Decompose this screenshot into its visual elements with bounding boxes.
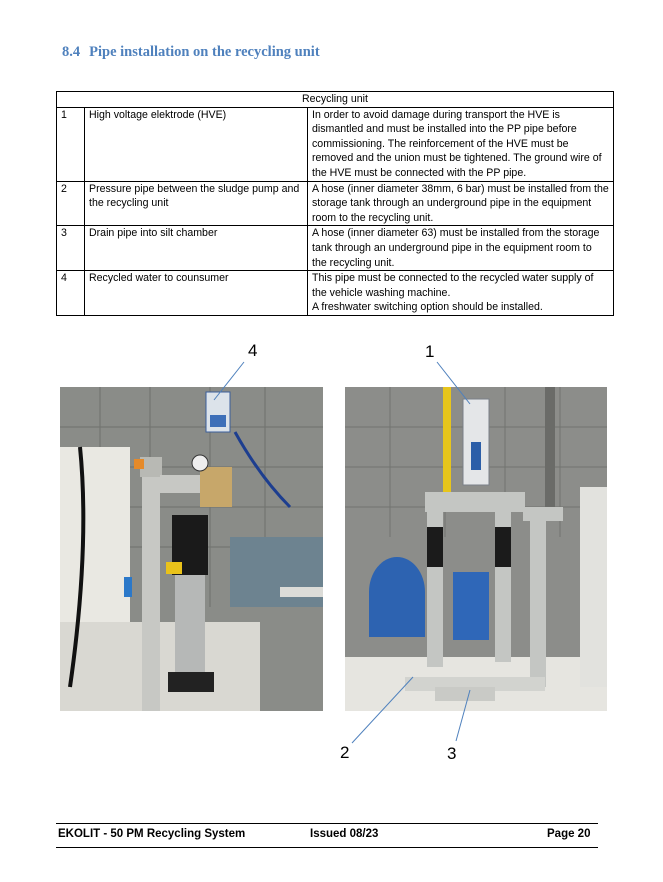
row-description: A hose (inner diameter 63) must be installed from the storage tank through an underground pipe in the equipment room to the recycling unit. <box>308 226 614 271</box>
callout-4: 4 <box>248 341 258 360</box>
table-row <box>57 107 614 181</box>
footer-product: EKOLIT - 50 PM Recycling System <box>58 828 246 840</box>
recycling-unit-image <box>345 387 607 711</box>
footer-issued: Issued 08/23 <box>310 828 379 840</box>
table-header: Recycling unit <box>57 92 614 108</box>
row-item: Pressure pipe between the sludge pump and the recycling unit <box>85 181 308 226</box>
row-description-line: This pipe must be connected to the recycled water supply of the vehicle washing machine. <box>312 272 594 299</box>
row-item: High voltage elektrode (HVE) <box>85 107 308 181</box>
callout-2: 2 <box>340 743 350 762</box>
row-number: 3 <box>57 226 85 271</box>
table-row <box>57 181 614 226</box>
footer-rule-top <box>56 823 598 824</box>
row-number: 1 <box>57 107 85 181</box>
row-item: Recycled water to counsumer <box>85 271 308 316</box>
callout-3: 3 <box>447 744 457 763</box>
row-number: 2 <box>57 181 85 226</box>
photo-recycling-unit <box>345 387 607 711</box>
section-title: Pipe installation on the recycling unit <box>89 44 320 60</box>
footer-page: Page 20 <box>547 828 591 840</box>
section-heading <box>62 44 320 61</box>
footer-rule-bottom <box>56 847 598 848</box>
table-row <box>57 226 614 271</box>
row-description: A hose (inner diameter 38mm, 6 bar) must be installed from the storage tank through an underground pipe in the equipment room to the recycling unit. <box>308 181 614 226</box>
row-description-line: A freshwater switching option should be installed. <box>312 301 543 314</box>
row-number: 4 <box>57 271 85 316</box>
recycling-unit-table <box>56 91 614 316</box>
table-row <box>57 271 614 316</box>
row-item: Drain pipe into silt chamber <box>85 226 308 271</box>
row-description <box>308 271 614 316</box>
row-description: In order to avoid damage during transport the HVE is dismantled and must be installed into the PP pipe before commissioning. The reinforcement of the HVE must be removed and the union must be tightened. The ground wire of the HVE must be connected with the PP pipe. <box>308 107 614 181</box>
table-header-row <box>57 92 614 108</box>
pump-station-image <box>60 387 323 711</box>
section-number: 8.4 <box>62 44 81 60</box>
callout-1: 1 <box>425 342 435 361</box>
photo-pump-station <box>60 387 323 711</box>
